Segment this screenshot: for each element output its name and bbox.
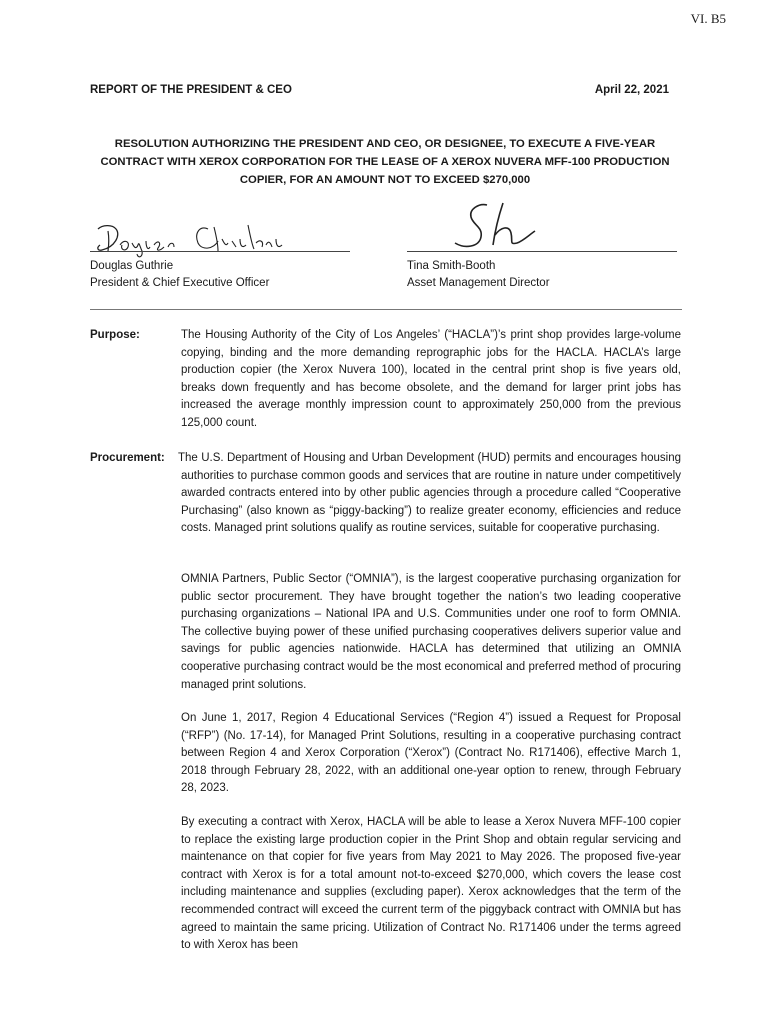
procurement-paragraph-4: By executing a contract with Xerox, HACLA will be able to lease a Xerox Nuvera MFF-100 copier to replace the existing large production copier in the Print Shop and obtain regular servicing and maintenance on that copier for five years from May 2021 to May 2026. The proposed five-year contract with Xerox is for a total amount not-to-exceed $270,000, which covers the lease cost including maintenance and supplies (excluding paper). Xerox acknowledges that the term of the recommended contract will exceed the current term of the piggyback contract with OMNIA but has agreed to maintain the same pricing. Utilization of Contract No. R171406 under the terms agreed to with Xerox has been xyxy=(181,816,681,952)
procurement-paragraph-3: On June 1, 2017, Region 4 Educational Services (“Region 4”) issued a Request for Proposal (“RFP”) (No. 17-14), for Managed Print Solutions, resulting in a cooperative purchasing contract between Region 4 and Xerox Corporation (“Xerox”) (Contract No. R171406), effective March 1, 2018 through February 28, 2022, with an additional one-year option to renew, through February 28, 2023. xyxy=(181,712,681,795)
signature-douglas-guthrie xyxy=(90,195,350,259)
procurement-paragraph-2: OMNIA Partners, Public Sector (“OMNIA”), is the largest cooperative purchasing organization for public sector procurement. They have brought together the nation’s two leading cooperative purchasing organizations – National IPA and U.S. Communities under one roof to form OMNIA. The collective buying power of these unified purchasing cooperatives delivers superior value and savings for public agencies nationwide. HACLA has determined that utilizing an OMNIA cooperative purchasing contract would be the most economical and preferred method of procuring managed print solutions. xyxy=(181,573,681,691)
signer-name: Tina Smith-Booth xyxy=(407,260,496,272)
signer-title: President & Chief Executive Officer xyxy=(90,277,270,289)
signature-scribble-icon xyxy=(90,195,350,259)
divider xyxy=(90,309,682,310)
procurement-label: Procurement: xyxy=(90,452,165,464)
resolution-title: RESOLUTION AUTHORIZING THE PRESIDENT AND CEO, OR DESIGNEE, TO EXECUTE A FIVE-YEAR CONTRACT WITH XEROX CORPORATION FOR THE LEASE OF A XEROX NUVERA MFF-100 PRODUCTION COPIER, FOR AN AMOUNT NOT TO EXCEED $270,000 xyxy=(100,138,670,186)
report-date: April 22, 2021 xyxy=(594,84,669,96)
procurement-paragraph-1: The U.S. Department of Housing and Urban Development (HUD) permits and encourages housing authorities to purchase common goods and services that are routine in nature under competitively awarded contracts entered into by other public agencies through a procedure called “Cooperative Purchasing” (also known as “piggy-backing”) to realize greater economy, efficiencies and reduce costs. Managed print solutions qualify as routine services, suitable for cooperative purchasing. xyxy=(178,452,681,535)
signer-tina-smith-booth xyxy=(407,258,550,292)
signature-scribble-icon xyxy=(407,195,677,259)
signer-douglas-guthrie xyxy=(90,258,269,292)
purpose-paragraph: The Housing Authority of the City of Los Angeles’ (“HACLA”)’s print shop provides large-volume copying, binding and the more demanding reprographic jobs for the HACLA. HACLA’s large production copier (the Xerox Nuvera 100), located in the central print shop is five years old, breaks down frequently and has become obsolete, and the demand for larger print jobs has increased the average monthly impression count to approximately 250,000 from the previous 125,000 count. xyxy=(181,329,681,429)
signature-tina-smith-booth xyxy=(407,195,677,259)
purpose-label: Purpose: xyxy=(90,329,140,341)
signer-title: Asset Management Director xyxy=(407,277,550,289)
signer-name: Douglas Guthrie xyxy=(90,260,174,272)
page-label: VI. B5 xyxy=(690,11,726,26)
report-title: REPORT OF THE PRESIDENT & CEO xyxy=(90,84,292,96)
